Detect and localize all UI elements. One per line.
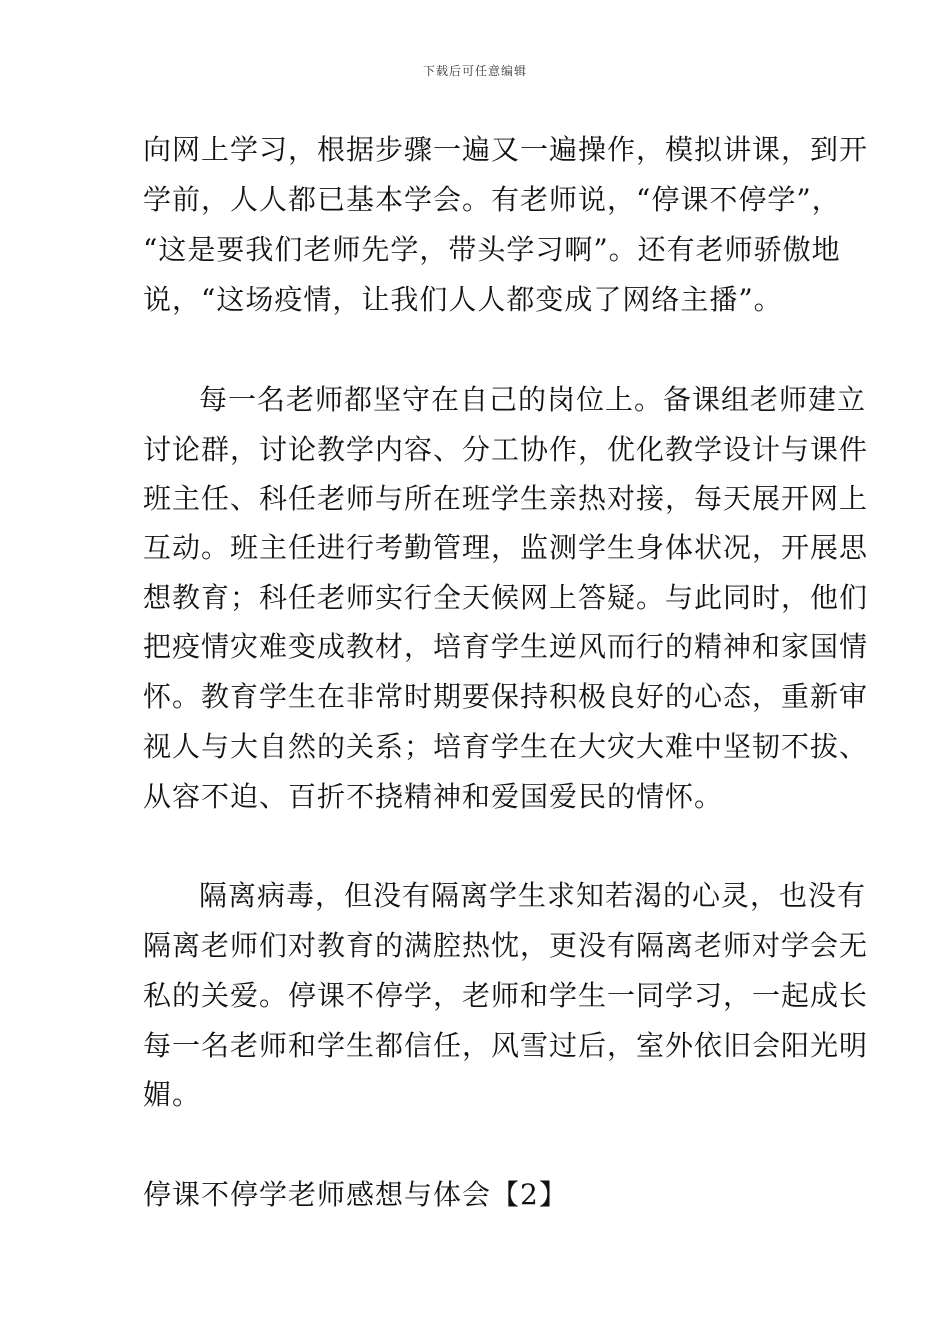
paragraph-line: 媚。 (143, 1078, 202, 1111)
paragraph-line: 隔离病毒，但没有隔离学生求知若渴的心灵，也没有 (199, 879, 867, 912)
paragraph-line: 私的关爱。停课不停学，老师和学生一同学习，一起成长 (143, 979, 869, 1012)
paragraph-line: 向网上学习，根据步骤一遍又一遍操作，模拟讲课，到开 (143, 133, 869, 166)
paragraph-line: 想教育；科任老师实行全天候网上答疑。与此同时，他们 (143, 581, 869, 614)
paragraph-line: 每一名老师和学生都信任，风雪过后，室外依旧会阳光明 (143, 1029, 869, 1062)
paragraph-line: 互动。班主任进行考勤管理，监测学生身体状况，开展思 (143, 531, 869, 564)
paragraph-line: 学前，人人都已基本学会。有老师说，“停课不停学”， (143, 183, 841, 216)
paragraph-line: 把疫情灾难变成教材，培育学生逆风而行的精神和家国情 (143, 630, 869, 663)
paragraph-line: 说，“这场疫情，让我们人人都变成了网络主播”。 (143, 283, 783, 316)
paragraph-line: 从容不迫、百折不挠精神和爱国爱民的情怀。 (143, 780, 724, 813)
paragraph-line: 讨论群，讨论教学内容、分工协作，优化教学设计与课件 (143, 433, 869, 466)
paragraph-line: “这是要我们老师先学，带头学习啊”。还有老师骄傲地 (143, 233, 841, 266)
paragraph-line: 怀。教育学生在非常时期要保持积极良好的心态，重新审 (143, 680, 869, 713)
section-heading: 停课不停学老师感想与体会【2】 (143, 1178, 568, 1211)
paragraph-line: 隔离老师们对教育的满腔热忱，更没有隔离老师对学会无 (143, 929, 869, 962)
paragraph-line: 每一名老师都坚守在自己的岗位上。备课组老师建立 (199, 383, 867, 416)
paragraph-line: 视人与大自然的关系；培育学生在大灾大难中坚韧不拔、 (143, 730, 869, 763)
page-header: 下载后可任意编辑 (422, 64, 527, 78)
paragraph-line: 班主任、科任老师与所在班学生亲热对接，每天展开网上 (143, 482, 869, 515)
